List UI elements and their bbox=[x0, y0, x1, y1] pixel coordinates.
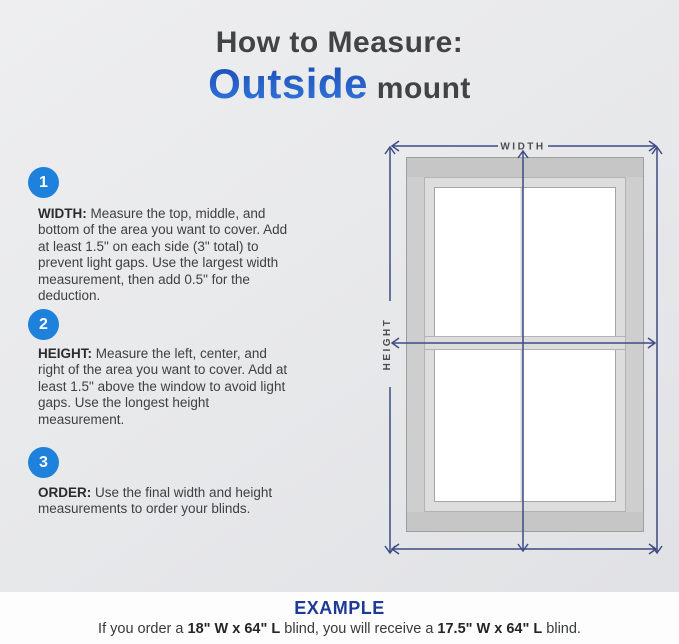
height-label: HEIGHT bbox=[382, 317, 393, 371]
title-rest-mount: mount bbox=[367, 72, 471, 105]
step-1-label: WIDTH: bbox=[38, 206, 87, 221]
window-sill-band bbox=[407, 512, 643, 531]
step-2-label: HEIGHT: bbox=[38, 346, 92, 361]
page-title bbox=[0, 26, 679, 107]
step-2-text bbox=[38, 346, 294, 428]
step-3-label: ORDER: bbox=[38, 485, 92, 500]
step-1-body: Measure the top, middle, and bottom of the area you want to cover. Add at least 1.5" on each side (3" total) to prevent light gaps. Use the largest width measurement, then add 0.5" for the deduction. bbox=[38, 206, 288, 304]
example-sentence bbox=[0, 621, 679, 637]
example-section bbox=[0, 592, 679, 644]
step-1-badge: 1 bbox=[28, 167, 59, 198]
width-label: WIDTH bbox=[500, 141, 546, 153]
title-accent-outside: Outside bbox=[208, 60, 368, 107]
step-2-badge: 2 bbox=[28, 309, 59, 340]
example-received-size: 17.5" W x 64" L bbox=[437, 621, 543, 637]
example-middle: blind, you will receive a bbox=[280, 621, 438, 637]
example-heading: EXAMPLE bbox=[294, 598, 385, 618]
window-illustration bbox=[407, 158, 644, 532]
window-head-band bbox=[407, 158, 643, 177]
step-3-badge: 3 bbox=[28, 447, 59, 478]
example-suffix: blind. bbox=[542, 621, 581, 637]
title-line-2 bbox=[0, 61, 679, 107]
step-2-body: Measure the left, center, and right of the area you want to cover. Add at least 1.5" above the window to avoid light gaps. Use the longest height measurement. bbox=[38, 346, 288, 427]
step-3-body: Use the final width and height measurements to order your blinds. bbox=[38, 485, 273, 517]
window-measure-diagram bbox=[378, 130, 678, 570]
example-prefix: If you order a bbox=[98, 621, 188, 637]
title-line-1: How to Measure: bbox=[215, 26, 464, 59]
step-1-text bbox=[38, 206, 294, 304]
example-ordered-size: 18" W x 64" L bbox=[187, 621, 281, 637]
step-3-text bbox=[38, 485, 294, 518]
